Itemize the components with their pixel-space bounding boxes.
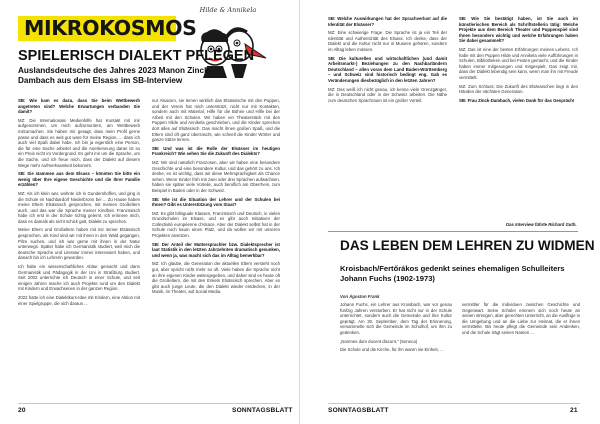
section-rule: [328, 231, 578, 232]
article-paragraph: MZ: Zum Schluss: Die Zukunft des Elsässischen liegt in den Händen der nächsten Generation.: [459, 83, 578, 95]
page-number: 20: [18, 407, 26, 414]
rubric-banner: [18, 16, 197, 41]
interview-question: SB: Wie kam es dazu, dass Sie beim Wettbewerb angetreten sind? Welche Erwartungen verbanden Sie damit?: [18, 98, 140, 115]
publication-name: SONNTAGSBLATT: [232, 407, 293, 414]
article-2-subheadline: Kroisbach/Fertőrákos gedenkt seines ehemaligen Schulleiters Johann Fuchs (1902-1973): [340, 264, 565, 283]
rubric-title: MIKROKOSMOS: [24, 16, 197, 40]
article-paragraph: Meine Eltern und Großeltern haben mit mir immer Elsässisch gesprochen, als Kind sind wir mit ihnen in den Wald gegangen, Pilze suchen, und ich war gerne mit ihnen in der Natur unterwegs. Später habe ich Germanistik studiert, weil mich die deutsche Sprache und Literatur immer interessiert haben, und danach bin ich Lehrerin geworden.: [18, 227, 140, 261]
interview-question: SB: Wie ist die Situation der Lehrer und der Schulen bei Ihnen? Gibt es Unterstützung vom Staat?: [152, 196, 280, 208]
interview-question: SB: Frau Zinck-Dambach, vielen Dank für das Gespräch!: [459, 97, 575, 103]
article-paragraph: „Nomnes dum docent discunt.“ (Seneca): [340, 338, 418, 344]
article-2-byline: Von Ágoston Frank: [340, 294, 380, 299]
article-2-column-1: [340, 302, 452, 400]
interview-question: SB: Die kulturellen und wirtschaftlichen (und damit Arbeitsmarkt-) Beziehungen zu den Nachbarländern Deutschland – allen voran dem Land Baden-Württemberg – und Schweiz sind historisch bedingt eng. Gab es Veränderungen diesbezüglich in den letzten Jahren?: [328, 55, 447, 83]
right-interview-columns: [328, 16, 578, 216]
article-paragraph: Ich habe ein wissenschaftliches Abitur gemacht und dann Germanistik und Pädagogik in der Uni in Straßburg studiert. Seit 2002 unterrichte ich Deutsch in einer Schule, und seit einigen Jahren mache ich auch Projekte rund um den Dialekt mit Kindern und Erwachsenen in der ganzen Region.: [18, 264, 140, 292]
article-paragraph: 2022 hatte ich eine Dialektkurs-Idee mit Kindern, eine Aktion mit einer Spielgruppe, die sich daraus ...: [18, 295, 140, 306]
article-paragraph: MZ: Als ich klein war, wohnte ich in Gundershoffen, und ging in die Schule im Nachbardorf Niederbronn bei ... Zu Hause haben meine Eltern Elsässisch gesprochen, mit meinen Großeltern auch, und das war die Sprache meiner Kindheit. Französisch habe ich erst in der Schule richtig gelernt. Ich erinnere mich, dass es damals als nicht schick galt, Dialekt zu sprechen.: [18, 190, 140, 224]
article-2-headline: DAS LEBEN DEM LEHREN ZU WIDMEN: [340, 238, 595, 253]
footer-rule-right: [328, 403, 580, 404]
article-paragraph: Die Schule und die Kirche, für ihn waren sie Einheit, ...: [340, 347, 444, 353]
article-headline: SPIELERISCH DIALEKT PFLEGEN: [18, 48, 255, 64]
article-paragraph: MZ: Eine schwierige Frage. Die Sprache ist ja ein Teil der Identität und Authentizität des Elsass. Ich denke, dass der Dialekt und die Kultur nicht nur in Museen gehören, sondern im Alltag leben müssen.: [328, 30, 447, 52]
interview-signoff: Das Interview führte Richard Guth.: [506, 222, 577, 227]
interview-question: SB: Wie Sie bestätigt haben, ist Sie auch im künstlerischen Bereich als Schriftstellerin tätig: Welche Projekte aus dem Bereich Theater und Puppenspiel sind Ihnen besonders wichtig und welche Erfahrungen haben Sie dabei gesammelt?: [459, 16, 578, 44]
article-paragraph: MZ: Ich glaube, die Generation der aktuellen Eltern versteht noch gut, aber spricht nicht mehr so oft. Viele haben die Sprache nicht an ihre eigenen Kinder weitergegeben, und daher sind es heute oft die Großeltern, die mit den Enkeln Elsässisch sprechen. Aber es gibt auch junge Leute, die den Dialekt wieder entdecken, in der Musik, im Theater, auf Social Media.: [152, 261, 280, 295]
article-paragraph: MZ: Wir sind natürlich Franzosen, aber wir haben eine besondere Geschichte und eine besondere Kultur, und das gehört zu uns. Ich denke, es ist wichtig, dass wir diese Mehrsprachigkeit als Chance sehen. Wenn Kinder früh mit zwei oder drei Sprachen aufwachsen, haben sie später viele Vorteile, auch beruflich am Oberrhein, zum Beispiel in Baden oder in der Schweiz.: [152, 159, 280, 193]
article-paragraph: MZ: Es gibt bilinguale Klassen, Französisch und Deutsch, in vielen Grundschulen im Elsass, und es gibt auch Initiativen der Collectivité européenne d'Alsace. Aber der Dialekt selbst hat in der Schule noch kaum einen Platz, und da wollen wir mit unseren Projekten ansetzen.: [152, 210, 280, 239]
logo-caption: Hilde & Annikela: [199, 6, 257, 14]
article-paragraph: MZ: Die Internationale Medienhilfe hat Kontakt mit mir aufgenommen, um mich aufzumuntern, am Wettbewerb mitzumachen. Sie haben mir gesagt, dass mein Profil gerne passe und dass es weit gut ware für meine Region, ... dass ich auch viel Spaß dabei habe. Ich bin ja eigentlich eine Person, die für eine Sache arbeitet und die Anerkennung daran ist so ein Preis nicht im Vordergrund. Es geht mir um die Sprache, um die Sache, und ich freue mich, dass der Dialekt auf diesem Wege mehr Aufmerksamkeit bekommt.: [18, 117, 140, 168]
article-paragraph: Johann Fuchs, ein Lehrer aus Kroisbach, war vor genau fünfzig Jahren verstorben. Er hat nicht nur in der Schule unterrichtet, sondern auch die Gemeinde und ihre Kultur geprägt. Am 30. September, dem Tag der Erinnerung, versammelte sich die Gemeinde im Schulhof, um ihm zu gedenken.: [340, 302, 452, 335]
article-paragraph: MZ: Das weiß ich nicht genau, ich kenne viele Grenzgänger, die in Deutschland oder in der Schweiz arbeiten. Die Nähe zum deutschen Sprachraum ist ein großer Vorteil.: [328, 86, 447, 103]
article-paragraph: vermittler für die Individuen zwischen Geschichte und Gegenwart. Seine Schüler erinnern sich noch heute an seinen strengen, aber gerechten Unterricht, an die Ausflüge in die Umgebung und an die Liebe zur Heimat, die er ihnen vermittelte. Bis heute pflegt die Gemeinde sein Andenken, und die Schule trägt seinen Namen ...: [462, 302, 580, 335]
article-paragraph: nur Alsacien, sie lernen wirklich das Elsässische mit den Puppen, und der Verein hat mich unterstützt, nicht nur mit Kontakten, sondern auch mit Material, Hilfe für die Bühne und Hilfe bei der Arbeit mit den Schulen. Wir haben ein Theaterstück mit den Puppen Hilde und Annikela geschrieben, und die Kinder sprechen dort alles auf Elsässisch. Das macht ihnen großen Spaß, und die Eltern sind oft ganz überrascht, wie schnell die Kinder Wörter und ganze Sätze lernen.: [152, 98, 280, 143]
interview-question: SB: Und was ist die Rolle der Elsässer im heutigen Frankreich? Wie sehen Sie die Zukunft des Dialekts?: [152, 145, 280, 157]
left-column-1: [18, 98, 140, 400]
interview-question: SB: Welche Auswirkungen hat der Sprachverlust auf die Identität der Elsässer?: [328, 16, 447, 27]
publication-name-right: SONNTAGSBLATT: [328, 407, 389, 414]
page-number-right: 21: [570, 407, 578, 414]
interview-question: SB: Sie stammen aus dem Elsass – könnten Sie bitte ein wenig über Ihre eigene Geschichte und die Ihrer Familie erzählen?: [18, 171, 140, 188]
footer-rule: [18, 403, 280, 404]
article-2-column-2: [462, 302, 580, 400]
left-column-2: [152, 98, 280, 400]
article-subheadline: Auslandsdeutsche des Jahres 2023 Manon Zinck-Dambach aus dem Elsass im SB-Interview: [18, 66, 212, 85]
article-paragraph: MZ: Das ist eine der besten Erfahrungen meines Lebens. Ich habe mit den Puppen Hilde und Annikela viele Aufführungen in Schulen, Bibliotheken und bei Festen gemacht, und die Kinder haben immer mitgesungen und mitgespielt. Das zeigt mir, dass der Dialekt lebendig sein kann, wenn man ihn mit Freude vermittelt.: [459, 46, 578, 80]
interview-question: SB: Der Anteil der Muttersprachler bzw. Dialektsprecher ist laut Statistik in den letzten Jahrzehnten dramatisch gesunken, und wenn ja, was macht sich das im Alltag bemerkbar?: [152, 241, 280, 258]
